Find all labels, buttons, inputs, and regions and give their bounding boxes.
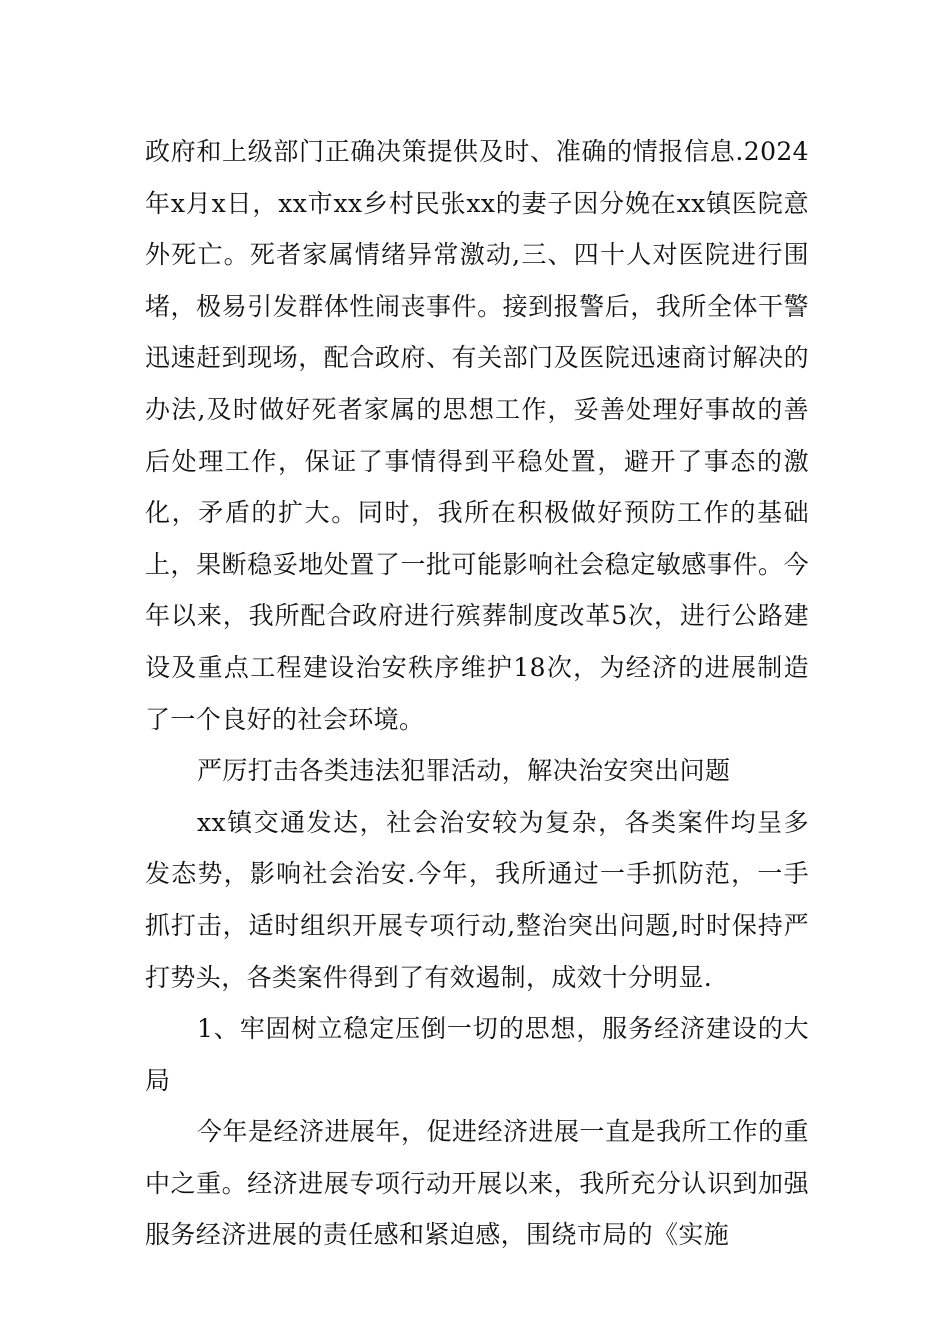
paragraph-economic-development: 今年是经济进展年，促进经济进展一直是我所工作的重中之重。经济进展专项行动开展以来，我所充分认识到加强服务经济进展的责任感和紧迫感，围绕市局的《实施: [145, 1117, 809, 1250]
section-heading-stability: 1、牢固树立稳定压倒一切的思想，服务经济建设的大局: [145, 1014, 809, 1095]
document-body: [145, 126, 809, 1261]
paragraph-incident-report: 政府和上级部门正确决策提供及时、准确的情报信息.2024年x月x日，xx市xx乡村民张xx的妻子因分娩在xx镇医院意外死亡。死者家属情绪异常激动,三、四十人对医院进行围堵，极易引发群体性闹丧事件。接到报警后，我所全体干警迅速赶到现场，配合政府、有关部门及医院迅速商讨解决的办法,及时做好死者家属的思想工作，妥善处理好事故的善后处理工作，保证了事情得到平稳处置，避开了事态的激化，矛盾的扩大。同时，我所在积极做好预防工作的基础上，果断稳妥地处置了一批可能影响社会稳定敏感事件。今年以来，我所配合政府进行殡葬制度改革5次，进行公路建设及重点工程建设治安秩序维护18次，为经济的进展制造了一个良好的社会环境。: [145, 137, 809, 734]
paragraph-public-security: xx镇交通发达，社会治安较为复杂，各类案件均呈多发态势，影响社会治安.今年，我所通过一手抓防范，一手抓打击，适时组织开展专项行动,整治突出问题,时时保持严打势头，各类案件得到了有效遏制，成效十分明显.: [145, 807, 809, 992]
section-heading-crackdown: 严厉打击各类违法犯罪活动，解决治安突出问题: [197, 756, 731, 786]
